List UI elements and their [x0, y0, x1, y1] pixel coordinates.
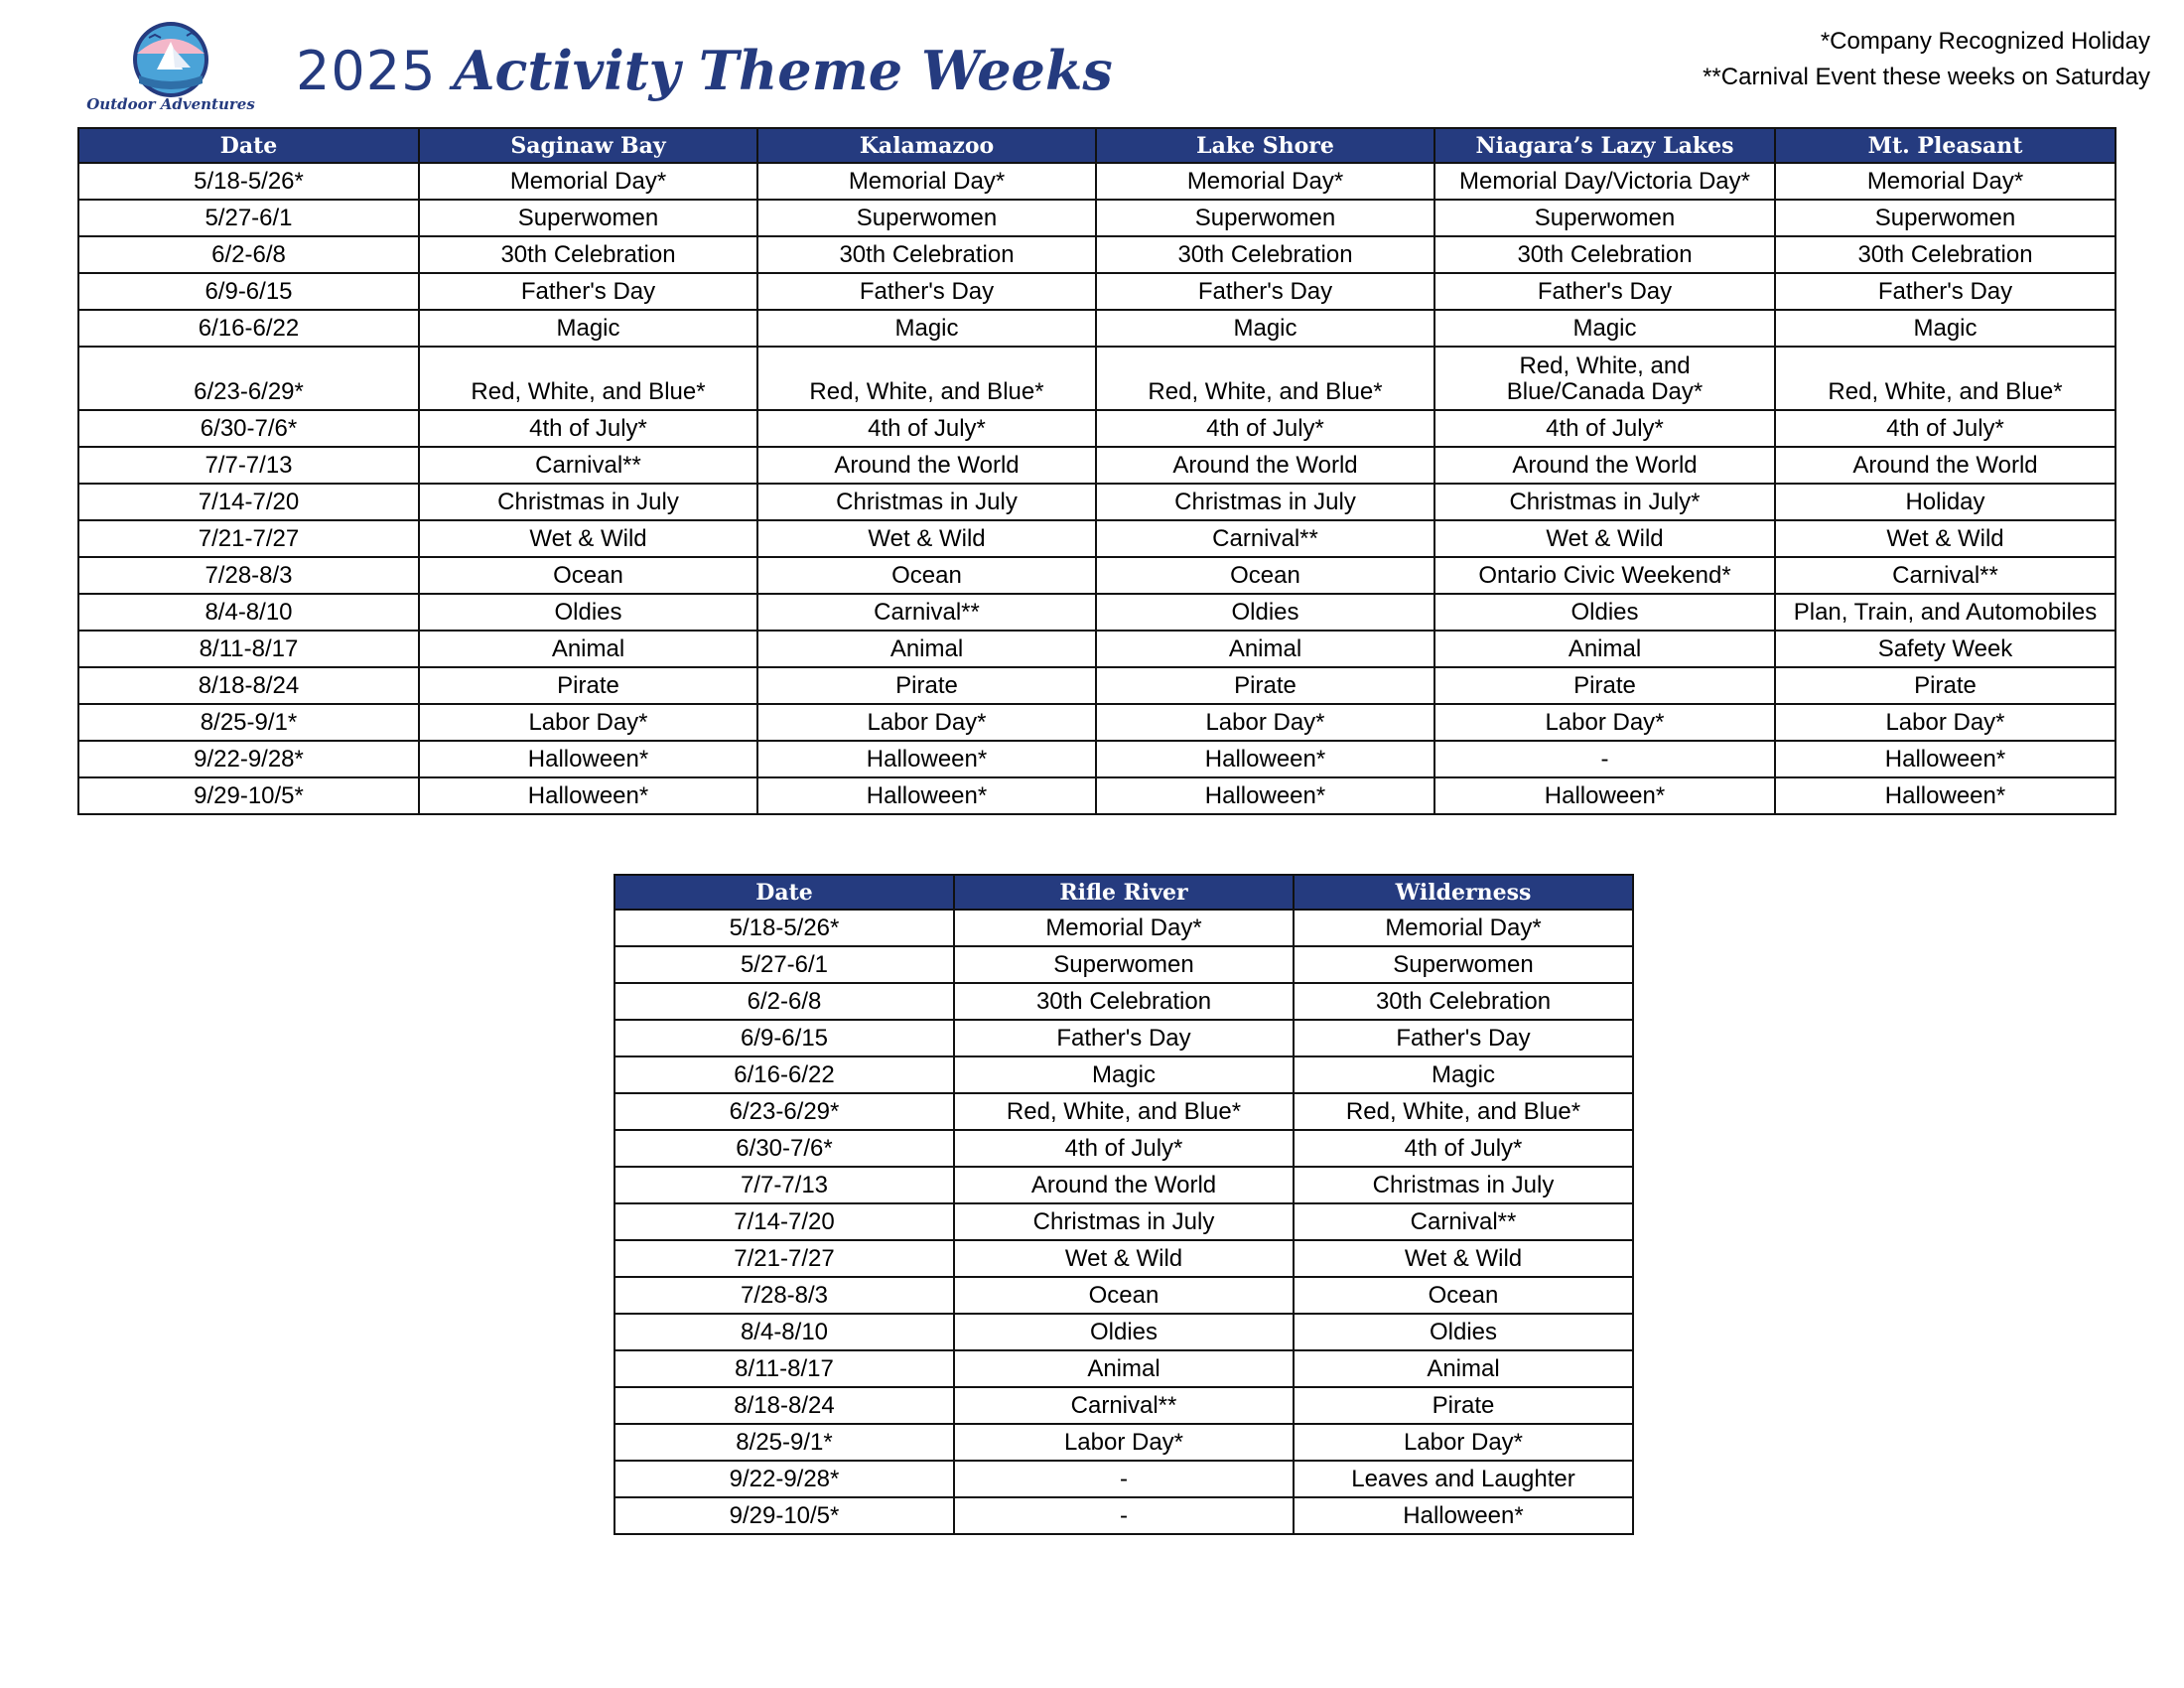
theme-cell: Pirate: [419, 667, 757, 704]
theme-cell: Around the World: [954, 1167, 1294, 1203]
theme-cell: Magic: [1096, 310, 1434, 347]
column-header-kalamazoo: Kalamazoo: [757, 128, 1096, 163]
theme-cell: Father's Day: [1096, 273, 1434, 310]
column-header-niagara-s-lazy-lakes: Niagara’s Lazy Lakes: [1434, 128, 1775, 163]
logo-wordmark: Outdoor Adventures: [86, 95, 255, 112]
date-cell: 6/30-7/6*: [78, 410, 419, 447]
theme-cell: Ocean: [757, 557, 1096, 594]
theme-cell: Superwomen: [1294, 946, 1633, 983]
theme-cell: Christmas in July: [419, 484, 757, 520]
theme-cell: Memorial Day/Victoria Day*: [1434, 163, 1775, 200]
table-row: [614, 1497, 1633, 1534]
theme-cell: 30th Celebration: [1096, 236, 1434, 273]
legend-notes: [1703, 24, 2150, 95]
theme-weeks-table-main: [77, 127, 2116, 815]
theme-cell: Around the World: [1434, 447, 1775, 484]
theme-cell: Wet & Wild: [1434, 520, 1775, 557]
date-cell: 6/16-6/22: [614, 1056, 954, 1093]
column-header-lake-shore: Lake Shore: [1096, 128, 1434, 163]
theme-cell: Red, White, and Blue*: [954, 1093, 1294, 1130]
date-cell: 7/14-7/20: [614, 1203, 954, 1240]
cell-text: Red, White, and Blue*: [1828, 378, 2063, 405]
table-row: [614, 983, 1633, 1020]
theme-cell: Labor Day*: [1294, 1424, 1633, 1461]
theme-cell: Christmas in July: [1294, 1167, 1633, 1203]
date-cell: 5/27-6/1: [614, 946, 954, 983]
theme-cell: Christmas in July: [757, 484, 1096, 520]
date-cell: 8/11-8/17: [614, 1350, 954, 1387]
theme-cell: -: [1434, 741, 1775, 777]
theme-cell: Father's Day: [954, 1020, 1294, 1056]
title-year: 2025: [296, 40, 437, 102]
date-cell: 6/23-6/29*: [614, 1093, 954, 1130]
theme-cell: Magic: [954, 1056, 1294, 1093]
theme-cell: Memorial Day*: [954, 910, 1294, 946]
table-row: [614, 1387, 1633, 1424]
theme-cell: 30th Celebration: [1434, 236, 1775, 273]
theme-cell: 30th Celebration: [954, 983, 1294, 1020]
theme-cell: Carnival**: [419, 447, 757, 484]
table-row: [78, 594, 2116, 631]
date-cell: 5/27-6/1: [78, 200, 419, 236]
note-holiday: *Company Recognized Holiday: [1820, 28, 2150, 55]
date-cell: 9/29-10/5*: [614, 1497, 954, 1534]
cell-text: Red, White, and Blue*: [471, 378, 706, 405]
cell-text: Red, White, and Blue*: [809, 378, 1044, 405]
date-cell: 8/18-8/24: [614, 1387, 954, 1424]
theme-cell: Labor Day*: [1434, 704, 1775, 741]
theme-cell: Ocean: [1096, 557, 1434, 594]
theme-cell: Animal: [1294, 1350, 1633, 1387]
date-cell: 5/18-5/26*: [614, 910, 954, 946]
theme-cell: Pirate: [757, 667, 1096, 704]
table-row: [78, 236, 2116, 273]
table-header-row: [614, 875, 1633, 910]
theme-cell: Plan, Train, and Automobiles: [1775, 594, 2116, 631]
theme-cell: Animal: [757, 631, 1096, 667]
date-cell: 6/9-6/15: [614, 1020, 954, 1056]
page-header: [0, 0, 2184, 124]
column-header-wilderness: Wilderness: [1294, 875, 1633, 910]
theme-cell: Father's Day: [757, 273, 1096, 310]
table-row: [614, 910, 1633, 946]
theme-cell: -: [954, 1497, 1294, 1534]
table-row: [78, 273, 2116, 310]
table-row: [614, 1314, 1633, 1350]
theme-cell: Ocean: [1294, 1277, 1633, 1314]
date-cell: [78, 347, 419, 410]
table-row: [614, 1424, 1633, 1461]
theme-cell: Superwomen: [419, 200, 757, 236]
date-cell: 6/2-6/8: [78, 236, 419, 273]
table-row: [78, 557, 2116, 594]
theme-cell: Pirate: [1775, 667, 2116, 704]
theme-cell: 4th of July*: [1775, 410, 2116, 447]
table-row: [614, 1461, 1633, 1497]
column-header-rifle-river: Rifle River: [954, 875, 1294, 910]
theme-cell: 4th of July*: [1434, 410, 1775, 447]
theme-cell: Animal: [1096, 631, 1434, 667]
note-carnival: **Carnival Event these weeks on Saturday: [1703, 64, 2150, 90]
theme-cell: Pirate: [1434, 667, 1775, 704]
theme-cell: Oldies: [1096, 594, 1434, 631]
theme-cell: Carnival**: [1294, 1203, 1633, 1240]
theme-weeks-table-secondary: [614, 874, 1634, 1535]
column-header-saginaw-bay: Saginaw Bay: [419, 128, 757, 163]
theme-cell: 4th of July*: [1096, 410, 1434, 447]
theme-cell: Ontario Civic Weekend*: [1434, 557, 1775, 594]
theme-cell: Father's Day: [1434, 273, 1775, 310]
theme-cell: Father's Day: [1294, 1020, 1633, 1056]
table-header-row: [78, 128, 2116, 163]
theme-cell: 30th Celebration: [1775, 236, 2116, 273]
theme-cell: Pirate: [1294, 1387, 1633, 1424]
theme-cell: Memorial Day*: [1775, 163, 2116, 200]
theme-cell: Father's Day: [419, 273, 757, 310]
table-row: [614, 1056, 1633, 1093]
theme-cell: Memorial Day*: [1096, 163, 1434, 200]
theme-cell: Wet & Wild: [419, 520, 757, 557]
theme-cell: Halloween*: [757, 777, 1096, 814]
date-cell: 7/7-7/13: [614, 1167, 954, 1203]
theme-cell: 4th of July*: [954, 1130, 1294, 1167]
theme-cell: Halloween*: [1294, 1497, 1633, 1534]
page-title: [296, 36, 1113, 105]
cell-text: Red, White, and Blue*: [1148, 378, 1383, 405]
table-row: [78, 310, 2116, 347]
table-row: [78, 741, 2116, 777]
date-cell: 7/28-8/3: [614, 1277, 954, 1314]
theme-cell: Holiday: [1775, 484, 2116, 520]
date-cell: 5/18-5/26*: [78, 163, 419, 200]
table-row: [78, 704, 2116, 741]
theme-cell: Ocean: [954, 1277, 1294, 1314]
theme-cell: Halloween*: [757, 741, 1096, 777]
table-row: [78, 520, 2116, 557]
theme-cell: Labor Day*: [757, 704, 1096, 741]
date-cell: 8/4-8/10: [78, 594, 419, 631]
cell-text: 6/23-6/29*: [194, 378, 304, 405]
table-row: [78, 777, 2116, 814]
date-cell: 9/22-9/28*: [78, 741, 419, 777]
theme-cell: [757, 347, 1096, 410]
table-row: [78, 410, 2116, 447]
theme-cell: Christmas in July: [1096, 484, 1434, 520]
outdoor-adventures-logo: [79, 18, 263, 112]
theme-cell: Magic: [1775, 310, 2116, 347]
theme-cell: Halloween*: [1096, 777, 1434, 814]
theme-cell: Halloween*: [1434, 777, 1775, 814]
theme-cell: Oldies: [419, 594, 757, 631]
theme-cell: Carnival**: [1096, 520, 1434, 557]
theme-cell: Wet & Wild: [1294, 1240, 1633, 1277]
table-row: [78, 667, 2116, 704]
theme-cell: Father's Day: [1775, 273, 2116, 310]
theme-cell: Superwomen: [954, 946, 1294, 983]
theme-cell: Wet & Wild: [1775, 520, 2116, 557]
date-cell: 6/30-7/6*: [614, 1130, 954, 1167]
theme-cell: Superwomen: [1434, 200, 1775, 236]
theme-cell: Memorial Day*: [1294, 910, 1633, 946]
theme-cell: Animal: [954, 1350, 1294, 1387]
date-cell: 7/21-7/27: [614, 1240, 954, 1277]
theme-cell: Halloween*: [1775, 777, 2116, 814]
date-cell: 7/28-8/3: [78, 557, 419, 594]
theme-cell: [419, 347, 757, 410]
theme-cell: -: [954, 1461, 1294, 1497]
table-row: [614, 1130, 1633, 1167]
theme-cell: Safety Week: [1775, 631, 2116, 667]
table-row: [614, 1093, 1633, 1130]
theme-cell: Magic: [419, 310, 757, 347]
date-cell: 6/2-6/8: [614, 983, 954, 1020]
theme-cell: Around the World: [1775, 447, 2116, 484]
date-cell: 8/11-8/17: [78, 631, 419, 667]
theme-cell: 4th of July*: [419, 410, 757, 447]
theme-cell: Labor Day*: [1096, 704, 1434, 741]
theme-cell: Wet & Wild: [954, 1240, 1294, 1277]
table-row: [614, 1203, 1633, 1240]
theme-cell: Around the World: [1096, 447, 1434, 484]
theme-cell: Animal: [1434, 631, 1775, 667]
theme-cell: [1775, 347, 2116, 410]
theme-cell: Labor Day*: [1775, 704, 2116, 741]
column-header-date: Date: [614, 875, 954, 910]
date-cell: 8/25-9/1*: [78, 704, 419, 741]
theme-cell: Red, White, and Blue*: [1294, 1093, 1633, 1130]
column-header-mt-pleasant: Mt. Pleasant: [1775, 128, 2116, 163]
theme-cell: Memorial Day*: [419, 163, 757, 200]
theme-cell: Superwomen: [1775, 200, 2116, 236]
title-text: Activity Theme Weeks: [453, 39, 1113, 102]
theme-cell: Memorial Day*: [757, 163, 1096, 200]
theme-cell: Leaves and Laughter: [1294, 1461, 1633, 1497]
table-row: [614, 1350, 1633, 1387]
theme-cell: Ocean: [419, 557, 757, 594]
column-header-date: Date: [78, 128, 419, 163]
theme-cell: 30th Celebration: [757, 236, 1096, 273]
theme-cell: Magic: [1294, 1056, 1633, 1093]
theme-cell: Labor Day*: [954, 1424, 1294, 1461]
theme-cell: Superwomen: [757, 200, 1096, 236]
date-cell: 7/21-7/27: [78, 520, 419, 557]
table-row: [614, 1020, 1633, 1056]
date-cell: 6/16-6/22: [78, 310, 419, 347]
theme-cell: Magic: [1434, 310, 1775, 347]
theme-cell: Halloween*: [419, 741, 757, 777]
theme-cell: 30th Celebration: [419, 236, 757, 273]
theme-cell: Carnival**: [757, 594, 1096, 631]
table-row: [614, 1167, 1633, 1203]
theme-cell: [1096, 347, 1434, 410]
theme-cell: Wet & Wild: [757, 520, 1096, 557]
cell-text: Red, White, and Blue/Canada Day*: [1506, 352, 1704, 405]
theme-cell: Labor Day*: [419, 704, 757, 741]
theme-cell: Christmas in July: [954, 1203, 1294, 1240]
table-row: [614, 946, 1633, 983]
theme-cell: Halloween*: [1775, 741, 2116, 777]
table-row: [78, 484, 2116, 520]
date-cell: 8/4-8/10: [614, 1314, 954, 1350]
date-cell: 8/25-9/1*: [614, 1424, 954, 1461]
theme-cell: 30th Celebration: [1294, 983, 1633, 1020]
theme-cell: Christmas in July*: [1434, 484, 1775, 520]
theme-cell: Carnival**: [1775, 557, 2116, 594]
theme-cell: Around the World: [757, 447, 1096, 484]
date-cell: 7/14-7/20: [78, 484, 419, 520]
table-row: [78, 200, 2116, 236]
table-row: [78, 163, 2116, 200]
table-row: [78, 447, 2116, 484]
date-cell: 6/9-6/15: [78, 273, 419, 310]
theme-cell: Halloween*: [419, 777, 757, 814]
theme-cell: Superwomen: [1096, 200, 1434, 236]
theme-cell: Animal: [419, 631, 757, 667]
date-cell: 8/18-8/24: [78, 667, 419, 704]
date-cell: 9/29-10/5*: [78, 777, 419, 814]
theme-cell: Carnival**: [954, 1387, 1294, 1424]
date-cell: 9/22-9/28*: [614, 1461, 954, 1497]
table-row: [78, 347, 2116, 410]
theme-cell: 4th of July*: [1294, 1130, 1633, 1167]
theme-cell: Oldies: [1294, 1314, 1633, 1350]
table-row: [614, 1240, 1633, 1277]
theme-cell: Magic: [757, 310, 1096, 347]
theme-cell: Oldies: [954, 1314, 1294, 1350]
table-row: [614, 1277, 1633, 1314]
theme-cell: Pirate: [1096, 667, 1434, 704]
theme-cell: [1434, 347, 1775, 410]
theme-cell: Oldies: [1434, 594, 1775, 631]
date-cell: 7/7-7/13: [78, 447, 419, 484]
theme-cell: Halloween*: [1096, 741, 1434, 777]
table-row: [78, 631, 2116, 667]
theme-cell: 4th of July*: [757, 410, 1096, 447]
